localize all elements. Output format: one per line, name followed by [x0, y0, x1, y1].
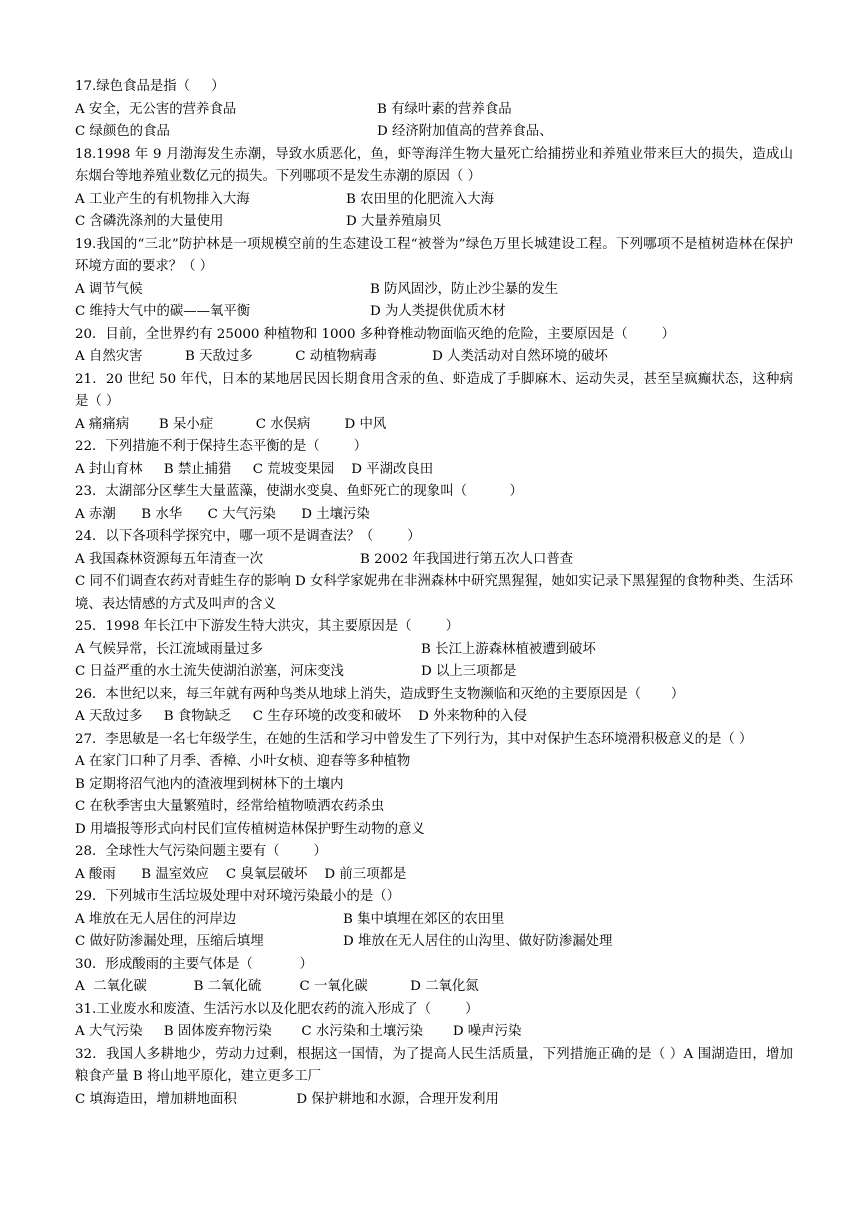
question-28-options: A 酸雨 B 温室效应 C 臭氧层破坏 D 前三项都是: [75, 866, 407, 882]
question-18-options-row-2: [75, 211, 793, 234]
question-18-option-a: A 工业产生的有机物排入大海: [75, 191, 250, 207]
question-28-stem: 28．全球性大气污染问题主要有（ ）: [75, 844, 327, 859]
question-20-options: A 自然灾害 B 天敌过多 C 动植物病毒 D 人类活动对自然环境的破坏: [75, 349, 608, 364]
exam-page: [75, 76, 793, 1111]
question-19-option-a: A 调节气候: [75, 281, 143, 297]
question-19-options-row-2: [75, 301, 793, 324]
question-24-stem: 24．以下各项科学探究中，哪一项不是调查法？（ ）: [75, 529, 421, 544]
question-18-option-b: B 农田里的化肥流入大海: [346, 191, 495, 207]
question-29-option-b: B 集中填埋在郊区的农田里: [343, 911, 505, 927]
question-25-options-row-1: [75, 639, 793, 662]
question-27-option-c: C 在秋季害虫大量繁殖时，经常给植物喷洒农药杀虫: [75, 799, 385, 814]
question-29-options-row-2: [75, 931, 793, 954]
question-29-options-row-1: [75, 909, 793, 932]
question-17-option-d: D 经济附加值高的营养食品、: [377, 124, 553, 139]
question-21-stem: 21．20 世纪 50 年代，日本的某地居民因长期食用含汞的鱼、虾造成了手脚麻木、运动失灵，甚至呈疯癫状态，这种病是（ ）: [75, 371, 793, 409]
question-29-stem: 29．下列城市生活垃圾处理中对环境污染最小的是（）: [75, 889, 401, 904]
question-31-options: A 大气污染 B 固体废弃物污染 C 水污染和土壤污染 D 噪声污染: [75, 1024, 522, 1039]
question-25-option-d: D 以上三项都是: [421, 664, 517, 679]
question-19-options-row-1: [75, 279, 793, 302]
question-17-option-a: A 安全，无公害的营养食品: [75, 101, 237, 117]
question-24-options-row-1: [75, 549, 793, 572]
question-18-options-row-1: [75, 189, 793, 212]
question-18-option-c: C 含磷洗涤剂的大量使用: [75, 214, 224, 229]
question-29-option-a: A 堆放在无人居住的河岸边: [75, 911, 237, 927]
question-22-stem: 22．下列措施不利于保持生态平衡的是（ ）: [75, 439, 368, 454]
question-17-options-row-2: [75, 121, 793, 144]
question-17-option-b: B 有绿叶素的营养食品: [377, 101, 512, 117]
question-21-options: A 痛痛病 B 呆小症 C 水俣病 D 中风: [75, 416, 387, 432]
question-18-option-d: D 大量养殖扇贝: [346, 214, 442, 229]
question-25-stem: 25．1998 年长江中下游发生特大洪灾，其主要原因是（ ）: [75, 619, 460, 634]
question-19-option-d: D 为人类提供优质木材: [370, 304, 506, 319]
question-25-options-row-2: [75, 661, 793, 684]
question-30-options: A 二氧化碳 B 二氧化硫 C 一氧化碳 D 二氧化氮: [75, 979, 479, 994]
question-29-option-d: D 堆放在无人居住的山沟里、做好防渗漏处理: [343, 934, 613, 949]
question-17-options-row-1: [75, 99, 793, 122]
question-19-option-b: B 防风固沙，防止沙尘暴的发生: [370, 281, 559, 297]
question-26-options: A 天敌过多 B 食物缺乏 C 生存环境的改变和破坏 D 外来物种的入侵: [75, 709, 527, 724]
question-32-stem: 32．我国人多耕地少，劳动力过剩，根据这一国情，为了提高人民生活质量，下列措施正确的是（ ）A 围湖造田，增加粮食产量 B 将山地平原化，建立更多工厂: [75, 1046, 793, 1084]
question-17-option-c: C 绿颜色的食品: [75, 124, 170, 139]
question-24-option-b: B 2002 年我国进行第五次人口普查: [360, 551, 574, 567]
question-24-option-a: A 我国森林资源每五年清查一次: [75, 551, 264, 567]
question-32-options: C 填海造田，增加耕地面积 D 保护耕地和水源，合理开发利用: [75, 1091, 499, 1107]
question-31-stem: 31.工业废水和废渣、生活污水以及化肥农药的流入形成了（ ）: [75, 1001, 479, 1017]
question-23-options: A 赤潮 B 水华 C 大气污染 D 土壤污染: [75, 506, 370, 522]
question-19-stem: 19.我国的“三北”防护林是一项规模空前的生态建设工程“被誉为”绿色万里长城建设工程。下列哪项不是植树造林在保护环境方面的要求？（ ）: [75, 236, 793, 274]
question-27-option-d: D 用墙报等形式向村民们宣传植树造林保护野生动物的意义: [75, 821, 425, 837]
question-20-stem: 20．目前，全世界约有 25000 种植物和 1000 多种脊椎动物面临灭绝的危险，主要原因是（ ）: [75, 326, 676, 342]
question-30-stem: 30．形成酸雨的主要气体是（ ）: [75, 956, 313, 972]
question-17-stem: 17.绿色食品是指（ ）: [75, 79, 225, 94]
question-27-stem: 27．李思敏是一名七年级学生，在她的生活和学习中曾发生了下列行为，其中对保护生态环境滑积极意义的是（ ）: [75, 731, 753, 747]
question-19-option-c: C 维持大气中的碳——氧平衡: [75, 304, 251, 319]
question-29-option-c: C 做好防渗漏处理，压缩后填埋: [75, 934, 264, 949]
question-24-options-c-d: C 同不们调查农药对青蛙生存的影响 D 女科学家妮弗在非洲森林中研究黑猩猩，她如实记录下黑猩猩的食物种类、生活环境、表达情感的方式及叫声的含义: [75, 574, 793, 612]
question-23-stem: 23．太湖部分区孳生大量蓝藻，使湖水变臭、鱼虾死亡的现象叫（ ）: [75, 484, 523, 499]
question-22-options: A 封山育林 B 禁止捕猎 C 荒坡变果园 D 平湖改良田: [75, 461, 434, 477]
question-25-option-b: B 长江上游森林植被遭到破坏: [421, 641, 596, 657]
question-27-option-b: B 定期将沼气池内的渣液埋到树林下的土壤内: [75, 776, 344, 792]
question-18-stem: 18.1998 年 9 月渤海发生赤潮，导致水质恶化，鱼，虾等海洋生物大量死亡给捕捞业和养殖业带来巨大的损失，造成山东烟台等地养殖业数亿元的损失。下列哪项不是发生赤潮的原因（ ）: [75, 146, 793, 184]
question-26-stem: 26．本世纪以来，每三年就有两种鸟类从地球上消失，造成野生支物濒临和灭绝的主要原因是（ ）: [75, 686, 685, 702]
question-25-option-c: C 日益严重的水土流失使湖泊淤塞，河床变浅: [75, 664, 344, 679]
question-25-option-a: A 气候异常，长江流域雨量过多: [75, 641, 264, 657]
question-27-option-a: A 在家门口种了月季、香樟、小叶女桢、迎春等多种植物: [75, 754, 411, 769]
